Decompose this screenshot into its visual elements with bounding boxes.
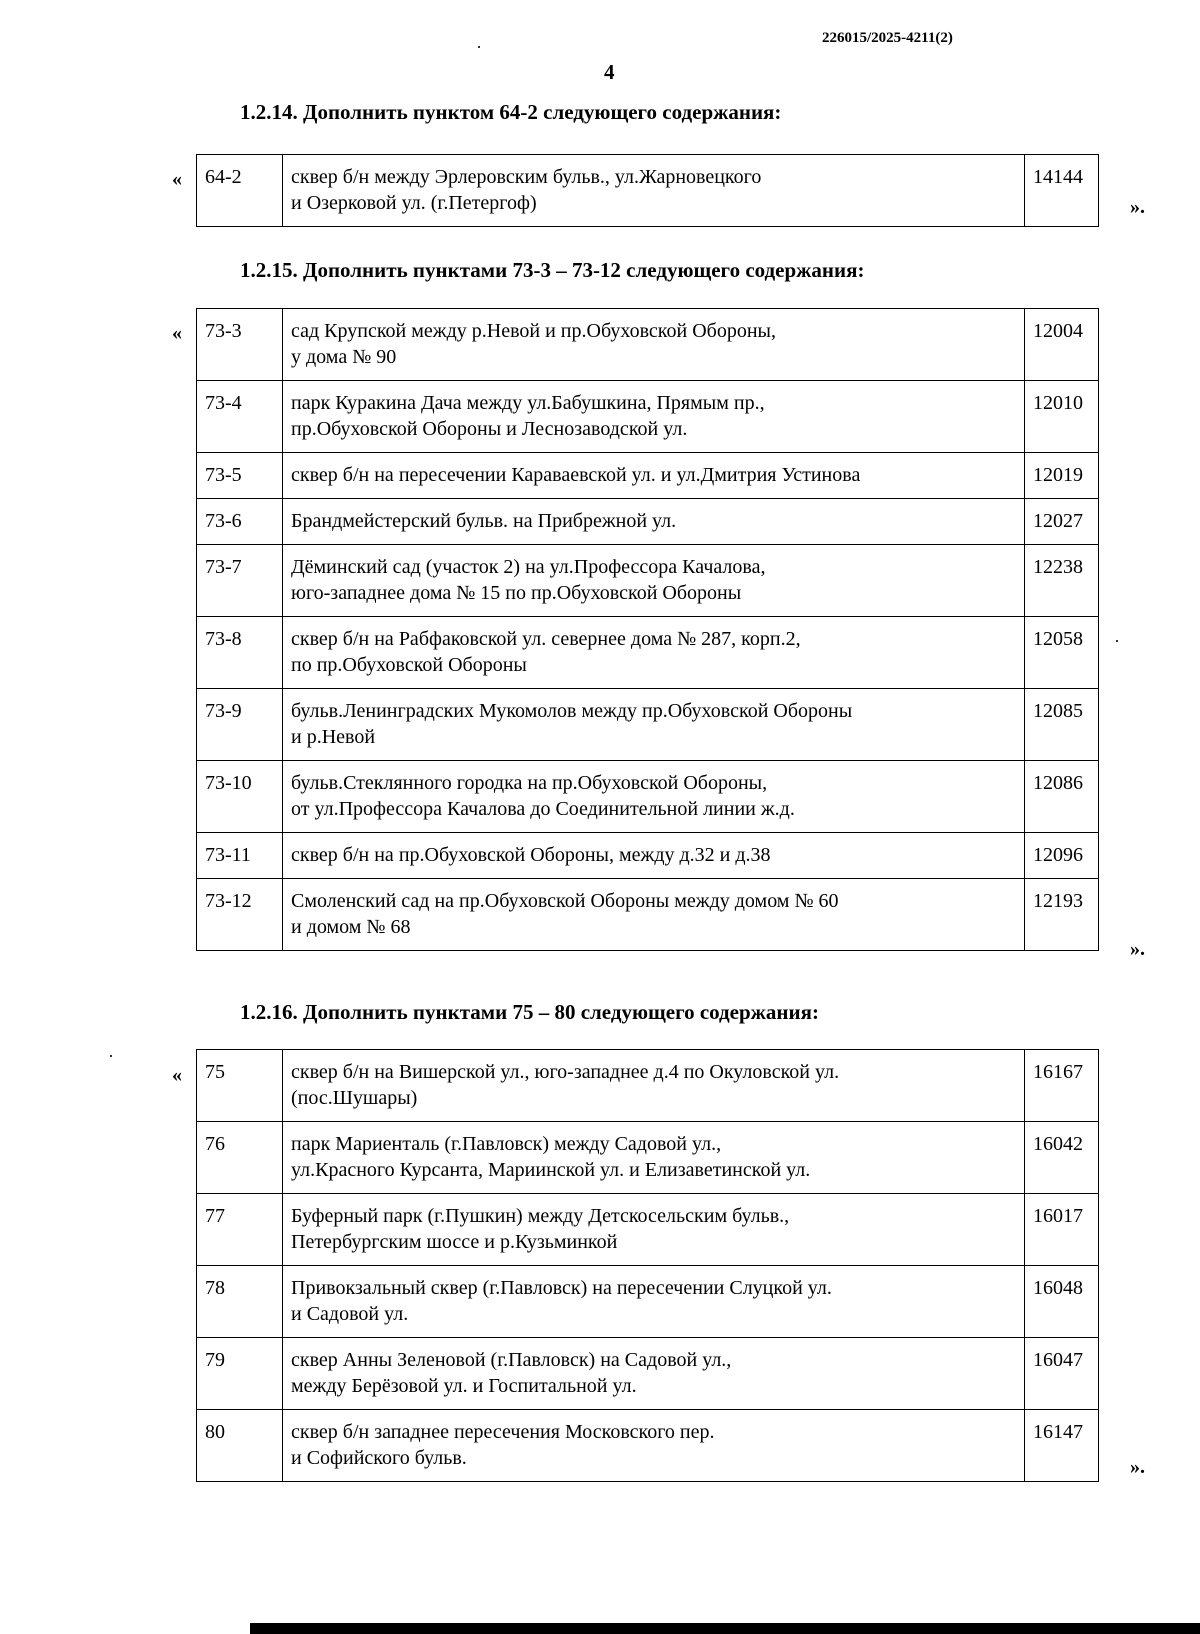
description-line: у дома № 90 [291,346,397,368]
item-number: 73-10 [197,761,283,833]
close-quote: ». [1130,938,1145,960]
description-line: Брандмейстерский бульв. на Прибрежной ул. [291,510,677,532]
item-number: 75 [197,1050,283,1122]
table-row [197,155,1099,227]
close-quote: ». [1130,1456,1145,1478]
description-line: и Садовой ул. [291,1303,409,1325]
table-row [197,499,1099,545]
table-row [197,309,1099,381]
table-row [197,1050,1099,1122]
page-number: 4 [604,60,615,84]
item-code: 16048 [1025,1266,1099,1338]
item-code: 12086 [1025,761,1099,833]
table-row [197,1410,1099,1482]
description-line: Буферный парк (г.Пушкин) между Детскосельским бульв., [291,1205,790,1227]
table-row [197,453,1099,499]
item-number: 80 [197,1410,283,1482]
description-line: Дёминский сад (участок 2) на ул.Профессора Качалова, [291,556,766,578]
item-code: 12085 [1025,689,1099,761]
item-code: 16017 [1025,1194,1099,1266]
item-code: 12193 [1025,879,1099,951]
item-code: 12010 [1025,381,1099,453]
items-table [196,154,1099,227]
item-code: 12019 [1025,453,1099,499]
open-quote: « [172,1064,182,1086]
description-line: Привокзальный сквер (г.Павловск) на пересечении Слуцкой ул. [291,1277,832,1299]
section-heading: 1.2.15. Дополнить пунктами 73-3 – 73-12 следующего содержания: [240,258,865,282]
section-heading: 1.2.16. Дополнить пунктами 75 – 80 следующего содержания: [240,1000,819,1024]
item-number: 73-11 [197,833,283,879]
description-line: парк Мариенталь (г.Павловск) между Садовой ул., [291,1133,722,1155]
item-description [283,879,1025,951]
table-row [197,879,1099,951]
item-code: 16042 [1025,1122,1099,1194]
item-number: 73-9 [197,689,283,761]
description-line: Смоленский сад на пр.Обуховской Обороны между домом № 60 [291,890,839,912]
description-line: сквер б/н на Рабфаковской ул. севернее дома № 287, корп.2, [291,628,801,650]
table-row [197,381,1099,453]
section-heading: 1.2.14. Дополнить пунктом 64-2 следующего содержания: [240,100,782,124]
table-row [197,1338,1099,1410]
item-description [283,761,1025,833]
description-line: Петербургским шоссе и р.Кузьминкой [291,1231,618,1253]
item-description [283,1266,1025,1338]
items-table [196,1049,1099,1482]
item-number: 73-8 [197,617,283,689]
close-quote: ». [1130,196,1145,218]
description-line: бульв.Ленинградских Мукомолов между пр.Обуховской Обороны [291,700,853,722]
item-code: 14144 [1025,155,1099,227]
description-line: сквер б/н западнее пересечения Московского пер. [291,1421,715,1443]
item-description [283,453,1025,499]
description-line: по пр.Обуховской Обороны [291,654,527,676]
open-quote: « [172,322,182,344]
item-code: 12027 [1025,499,1099,545]
scan-speck [478,46,480,48]
item-description [283,499,1025,545]
item-description [283,1050,1025,1122]
item-number: 73-3 [197,309,283,381]
item-code: 12004 [1025,309,1099,381]
description-line: сквер Анны Зеленовой (г.Павловск) на Садовой ул., [291,1349,732,1371]
item-description [283,617,1025,689]
item-code: 16147 [1025,1410,1099,1482]
description-line: пр.Обуховской Обороны и Леснозаводской ул. [291,418,688,440]
item-number: 64-2 [197,155,283,227]
description-line: сад Крупской между р.Невой и пр.Обуховской Обороны, [291,320,776,342]
item-number: 73-12 [197,879,283,951]
scan-speck [1116,640,1118,642]
description-line: парк Куракина Дача между ул.Бабушкина, Прямым пр., [291,392,765,414]
item-number: 76 [197,1122,283,1194]
item-description [283,381,1025,453]
item-number: 73-4 [197,381,283,453]
table-row [197,1122,1099,1194]
item-description [283,1410,1025,1482]
table-row [197,761,1099,833]
item-number: 73-6 [197,499,283,545]
items-table [196,308,1099,951]
table-row [197,1266,1099,1338]
description-line: и Софийского бульв. [291,1447,467,1469]
description-line: между Берёзовой ул. и Госпитальной ул. [291,1375,637,1397]
description-line: сквер б/н на пересечении Караваевской ул. и ул.Дмитрия Устинова [291,464,861,486]
open-quote: « [172,168,182,190]
description-line: сквер б/н между Эрлеровским бульв., ул.Жарновецкого [291,166,762,188]
item-number: 79 [197,1338,283,1410]
item-description [283,1194,1025,1266]
item-number: 73-5 [197,453,283,499]
item-description [283,833,1025,879]
description-line: юго-западнее дома № 15 по пр.Обуховской Обороны [291,582,742,604]
item-description [283,1122,1025,1194]
item-code: 12238 [1025,545,1099,617]
item-code: 12058 [1025,617,1099,689]
table-row [197,689,1099,761]
item-number: 78 [197,1266,283,1338]
scan-edge-bar [250,1623,1200,1634]
description-line: сквер б/н на Вишерской ул., юго-западнее д.4 по Окуловской ул. [291,1061,840,1083]
item-description [283,155,1025,227]
item-description [283,689,1025,761]
description-line: сквер б/н на пр.Обуховской Обороны, между д.32 и д.38 [291,844,771,866]
item-description [283,309,1025,381]
description-line: ул.Красного Курсанта, Мариинской ул. и Елизаветинской ул. [291,1159,811,1181]
description-line: и р.Невой [291,726,376,748]
description-line: (пос.Шушары) [291,1087,418,1109]
table-row [197,545,1099,617]
table-row [197,1194,1099,1266]
item-number: 77 [197,1194,283,1266]
item-code: 12096 [1025,833,1099,879]
item-code: 16167 [1025,1050,1099,1122]
description-line: бульв.Стеклянного городка на пр.Обуховской Обороны, [291,772,768,794]
item-number: 73-7 [197,545,283,617]
table-row [197,833,1099,879]
item-description [283,1338,1025,1410]
description-line: и домом № 68 [291,916,411,938]
item-description [283,545,1025,617]
document-number: 226015/2025-4211(2) [822,30,953,46]
description-line: и Озерковой ул. (г.Петергоф) [291,192,537,214]
item-code: 16047 [1025,1338,1099,1410]
description-line: от ул.Профессора Качалова до Соединительной линии ж.д. [291,798,795,820]
table-row [197,617,1099,689]
scan-speck [110,1055,112,1057]
